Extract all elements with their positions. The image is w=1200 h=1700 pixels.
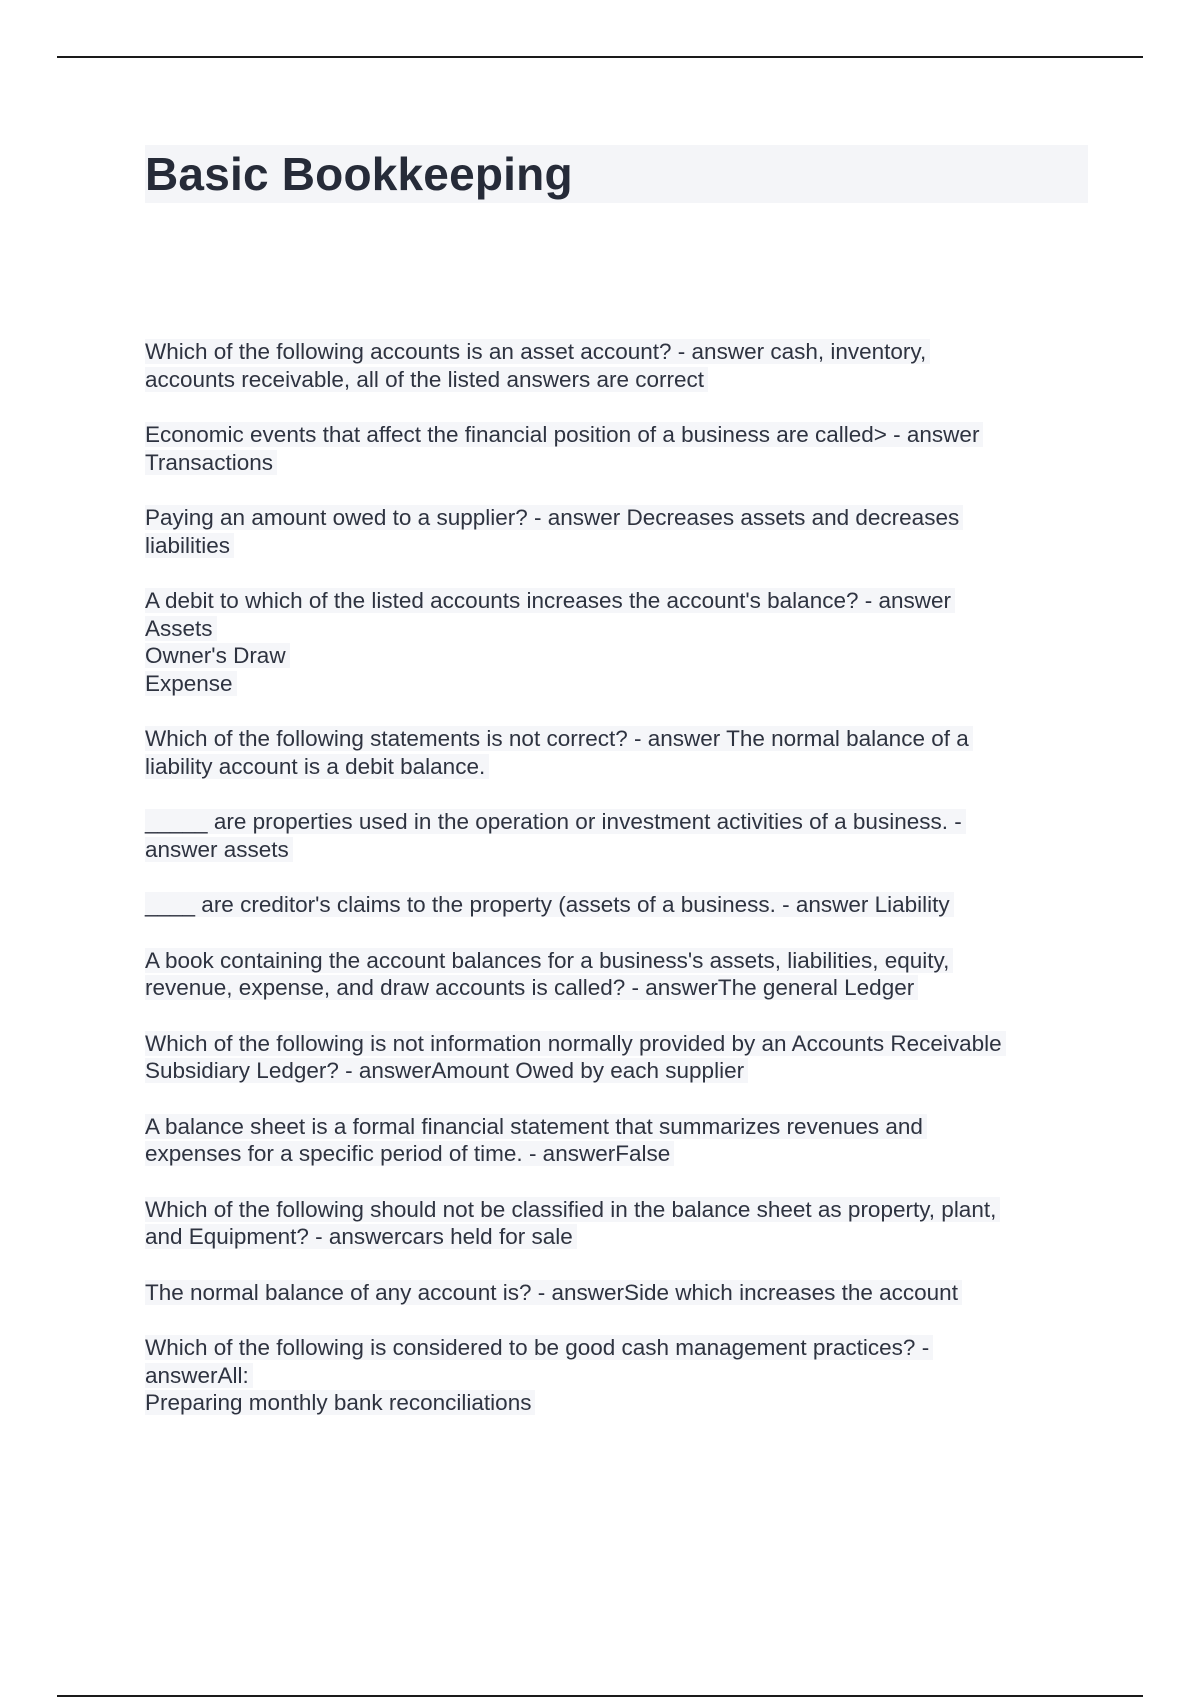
qa-line <box>145 449 1085 477</box>
qa-line-text: A debit to which of the listed accounts increases the account's balance? - answer <box>145 588 955 613</box>
qa-line <box>145 1223 1085 1251</box>
qa-item <box>145 1334 1085 1417</box>
qa-line-text: answerAll: <box>145 1363 253 1388</box>
qa-line-text: Which of the following accounts is an asset account? - answer cash, inventory, <box>145 339 930 364</box>
qa-line-text: liabilities <box>145 533 234 558</box>
top-rule <box>57 56 1143 58</box>
qa-line <box>145 1140 1085 1168</box>
qa-line <box>145 670 1085 698</box>
qa-line <box>145 1113 1085 1141</box>
document-title: Basic Bookkeeping <box>145 148 573 200</box>
qa-line-text: liability account is a debit balance. <box>145 754 489 779</box>
qa-line-text: answer assets <box>145 837 293 862</box>
qa-line-text: Paying an amount owed to a supplier? - answer Decreases assets and decreases <box>145 505 963 530</box>
qa-line <box>145 947 1085 975</box>
qa-line-text: Which of the following is not information normally provided by an Accounts Receivable <box>145 1031 1006 1056</box>
qa-line <box>145 891 1085 919</box>
qa-item <box>145 808 1085 863</box>
qa-item <box>145 725 1085 780</box>
qa-item <box>145 1196 1085 1251</box>
qa-line-text: A book containing the account balances for a business's assets, liabilities, equity, <box>145 948 953 973</box>
qa-line-text: ____ are creditor's claims to the property (assets of a business. - answer Liability <box>145 892 954 917</box>
qa-line-text: _____ are properties used in the operation or investment activities of a business. - <box>145 809 966 834</box>
qa-line <box>145 1389 1085 1417</box>
qa-item <box>145 421 1085 476</box>
qa-line-text: and Equipment? - answercars held for sale <box>145 1224 577 1249</box>
qa-item <box>145 1113 1085 1168</box>
qa-line <box>145 725 1085 753</box>
qa-item <box>145 587 1085 697</box>
qa-item <box>145 1279 1085 1307</box>
qa-line <box>145 421 1085 449</box>
qa-line-text: Preparing monthly bank reconciliations <box>145 1390 535 1415</box>
qa-line <box>145 1362 1085 1390</box>
qa-line-text: A balance sheet is a formal financial statement that summarizes revenues and <box>145 1114 927 1139</box>
qa-line <box>145 642 1085 670</box>
qa-line-text: accounts receivable, all of the listed answers are correct <box>145 367 708 392</box>
qa-line-text: The normal balance of any account is? - answerSide which increases the account <box>145 1280 962 1305</box>
qa-line <box>145 1279 1085 1307</box>
qa-line-text: Subsidiary Ledger? - answerAmount Owed by each supplier <box>145 1058 748 1083</box>
qa-list <box>145 338 1085 1445</box>
qa-line <box>145 753 1085 781</box>
qa-line <box>145 1057 1085 1085</box>
qa-line <box>145 836 1085 864</box>
qa-line-text: Economic events that affect the financial position of a business are called> - answer <box>145 422 983 447</box>
qa-line-text: Which of the following should not be classified in the balance sheet as property, plant, <box>145 1197 1000 1222</box>
qa-line <box>145 338 1085 366</box>
qa-item <box>145 891 1085 919</box>
bottom-rule <box>57 1695 1143 1697</box>
qa-item <box>145 338 1085 393</box>
qa-line <box>145 1334 1085 1362</box>
qa-item <box>145 1030 1085 1085</box>
qa-item <box>145 504 1085 559</box>
qa-line-text: Which of the following is considered to be good cash management practices? - <box>145 1335 933 1360</box>
qa-line-text: expenses for a specific period of time. - answerFalse <box>145 1141 674 1166</box>
qa-line-text: revenue, expense, and draw accounts is called? - answerThe general Ledger <box>145 975 918 1000</box>
qa-line <box>145 1196 1085 1224</box>
qa-item <box>145 947 1085 1002</box>
qa-line-text: Owner's Draw <box>145 643 290 668</box>
qa-line <box>145 532 1085 560</box>
qa-line <box>145 366 1085 394</box>
qa-line <box>145 974 1085 1002</box>
qa-line <box>145 615 1085 643</box>
qa-line <box>145 808 1085 836</box>
qa-line-text: Which of the following statements is not correct? - answer The normal balance of a <box>145 726 973 751</box>
qa-line <box>145 587 1085 615</box>
qa-line <box>145 504 1085 532</box>
qa-line-text: Transactions <box>145 450 277 475</box>
qa-line-text: Expense <box>145 671 237 696</box>
qa-line-text: Assets <box>145 616 217 641</box>
qa-line <box>145 1030 1085 1058</box>
